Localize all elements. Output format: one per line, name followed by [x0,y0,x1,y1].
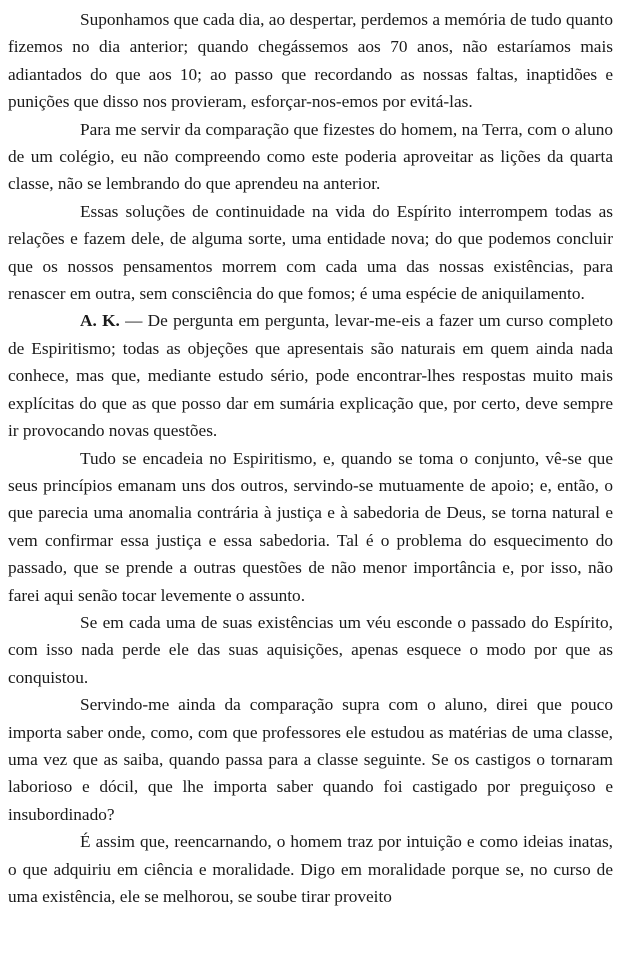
paragraph-text: Essas soluções de continuidade na vida do Espírito interrompem todas as relações e fazem dele, de alguma sorte, uma entidade nova; do que podemos concluir que os nossos pensamentos morrem com cada uma das nossas existências, para renascer em outra, sem consciência do que fomos; é uma espécie de aniquilamento. [8,201,613,304]
paragraph-text: Se em cada uma de suas existências um véu esconde o passado do Espírito, com isso nada perde ele das suas aquisições, apenas esquece o modo por que as conquistou. [8,612,613,687]
paragraph-text: Suponhamos que cada dia, ao despertar, perdemos a memória de tudo quanto fizemos no dia anterior; quando chegássemos aos 70 anos, não estaríamos mais adiantados do que aos 10; ao passo que recordando as nossas faltas, inaptidões e punições que disso nos provieram, esforçar-nos-emos por evitá-las. [8,10,613,112]
paragraph-text: Para me servir da comparação que fizestes do homem, na Terra, com o aluno de um colégio, eu não compreendo como este poderia aproveitar as lições da quarta classe, não se lembrando do que aprendeu na anterior. [8,119,613,194]
paragraph-text: Tudo se encadeia no Espiritismo, e, quando se toma o conjunto, vê-se que seus princípios emanam uns dos outros, servindo-se mutuamente de apoio; e, então, o que parecia uma anomalia contrária à justiça e à sabedoria de Deus, se torna natural e vem confirmar essa justiça e essa sabedoria. Tal é o problema do esquecimento do passado, que se prende a outras questões de não menor importância e, por isso, não farei aqui senão tocar levemente o assunto. [8,448,613,605]
paragraph-2 [8,116,613,198]
paragraph-3 [8,198,613,308]
speaker-label: A. K. [80,311,120,331]
paragraph-7 [8,691,613,828]
paragraph-8 [8,828,613,910]
paragraph-1 [8,6,613,116]
paragraph-5 [8,445,613,609]
paragraph-4 [8,307,613,444]
paragraph-text: É assim que, reencarnando, o homem traz por intuição e como ideias inatas, o que adquiriu em ciência e moralidade. Digo em moralidade porque se, no curso de uma existência, ele se melhorou, se soube tirar proveito [8,832,613,906]
paragraph-6 [8,609,613,691]
paragraph-text: Servindo-me ainda da comparação supra com o aluno, direi que pouco importa saber onde, como, com que professores ele estudou as matérias de uma classe, uma vez que as saiba, quando passa para a classe seguinte. Se os castigos o tornaram laborioso e dócil, que lhe importa saber quando foi castigado por preguiçoso e insubordinado? [8,695,613,824]
paragraph-text: — De pergunta em pergunta, levar-me-eis a fazer um curso completo de Espiritismo; todas as objeções que apresentais são naturais em quem ainda nada conhece, mas que, mediante estudo sério, pode encontrar-lhes respostas muito mais explícitas do que as que posso dar em sumária explicação que, por certo, deve sempre ir provocando novas questões. [8,311,614,441]
